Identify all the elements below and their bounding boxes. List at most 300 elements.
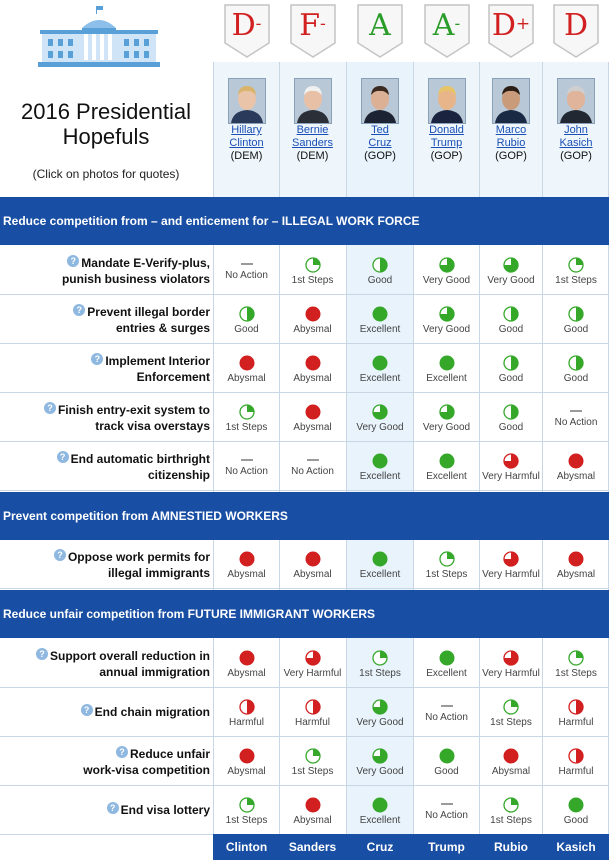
issue-text-1: Support overall reduction in xyxy=(49,649,210,663)
issue-text-1: End automatic birthright xyxy=(70,452,210,466)
rating-cell xyxy=(280,699,345,728)
rating-label: Excellent xyxy=(426,668,467,679)
rating-cell xyxy=(543,797,609,826)
rating-cell xyxy=(414,355,479,384)
rating-label: Abysmal xyxy=(556,471,596,482)
grade-modifier: - xyxy=(454,14,461,34)
grade-badge xyxy=(355,3,405,59)
no-action-dash-icon xyxy=(441,705,453,707)
rating-label: Very Good xyxy=(422,275,471,286)
rating-label: Good xyxy=(563,815,589,826)
row-divider xyxy=(0,441,609,442)
section-title: Prevent competition from AMNESTIED WORKERS xyxy=(3,509,288,523)
issue-line-2: citizenship xyxy=(147,468,210,482)
candidate-party: (GOP) xyxy=(430,150,463,162)
rating-three-quarter-green-icon xyxy=(372,404,388,420)
rating-half-red-icon xyxy=(239,699,255,715)
footer-candidate-name: Trump xyxy=(428,840,465,854)
rating-cell xyxy=(280,306,345,335)
grade-badge xyxy=(486,3,536,59)
candidate-photo-kasich[interactable] xyxy=(557,78,595,124)
rating-label: 1st Steps xyxy=(291,766,334,777)
rating-label: Good xyxy=(367,275,393,286)
candidate-name-kasich xyxy=(543,124,609,163)
issue-line-1 xyxy=(0,353,210,369)
rating-label: 1st Steps xyxy=(359,668,401,679)
rating-half-green-icon xyxy=(372,257,388,273)
rating-cell xyxy=(480,551,542,580)
rating-cell xyxy=(347,453,413,482)
rating-label: Very Good xyxy=(356,422,404,433)
rating-label: Harmful xyxy=(228,717,264,728)
rating-label: Abysmal xyxy=(293,373,332,384)
rating-cell xyxy=(280,551,345,580)
grade-letter-main: A xyxy=(432,8,455,43)
rating-cell xyxy=(214,404,279,433)
rating-cell xyxy=(347,404,413,433)
rating-label: Excellent xyxy=(359,324,401,335)
rating-cell xyxy=(543,699,609,728)
rating-full-red-icon xyxy=(503,748,519,764)
rating-three-quarter-red-icon xyxy=(305,650,321,666)
issue-text-1: Reduce unfair xyxy=(129,747,210,761)
issue-label xyxy=(0,648,210,680)
issue-label xyxy=(0,746,210,778)
rating-label: Very Harmful xyxy=(482,569,540,580)
rating-cell xyxy=(543,551,609,580)
footer-candidate-name: Kasich xyxy=(556,840,596,854)
issue-label xyxy=(0,451,210,483)
rating-label: Abysmal xyxy=(293,569,332,580)
rating-label: No Action xyxy=(225,466,268,477)
grade-letter-main: D xyxy=(231,8,256,43)
section-header xyxy=(0,492,609,540)
section-title: Reduce unfair competition from FUTURE IMMIGRANT WORKERS xyxy=(3,607,375,621)
issue-line-1 xyxy=(0,802,210,818)
rating-label: 1st Steps xyxy=(425,569,468,580)
issue-label xyxy=(0,304,210,336)
rating-three-quarter-green-icon xyxy=(439,306,455,322)
rating-cell xyxy=(480,257,542,286)
rating-cell xyxy=(347,650,413,679)
rating-cell xyxy=(480,748,542,777)
candidate-photo-clinton[interactable] xyxy=(228,78,266,124)
footer-candidate-name: Sanders xyxy=(288,840,337,854)
rating-cell xyxy=(280,797,345,826)
candidate-last-name-link[interactable]: Kasich xyxy=(559,137,593,149)
candidate-photo-trump[interactable] xyxy=(428,78,466,124)
rating-full-green-icon xyxy=(439,355,455,371)
section-header xyxy=(0,590,609,638)
rating-quarter-green-icon xyxy=(568,257,584,273)
rating-half-green-icon xyxy=(568,355,584,371)
row-divider xyxy=(0,588,609,589)
candidate-name-cruz xyxy=(347,124,413,163)
issue-line-2: track visa overstays xyxy=(95,419,210,433)
rating-quarter-green-icon xyxy=(503,797,519,813)
candidate-last-name-link[interactable]: Cruz xyxy=(368,137,392,149)
candidate-party: (GOP) xyxy=(560,150,592,162)
rating-full-red-icon xyxy=(239,551,255,567)
rating-label: 1st Steps xyxy=(555,275,597,286)
rating-label: Very Good xyxy=(422,422,471,433)
rating-half-green-icon xyxy=(503,355,519,371)
rating-half-green-icon xyxy=(568,306,584,322)
portrait-icon xyxy=(493,79,529,123)
rating-cell xyxy=(280,650,345,679)
portrait-icon xyxy=(429,79,465,123)
rating-half-red-icon xyxy=(305,699,321,715)
grade-letter xyxy=(486,9,536,43)
footer-candidate-name: Cruz xyxy=(366,840,394,854)
rating-cell xyxy=(214,699,279,728)
rating-label: Abysmal xyxy=(293,422,332,433)
rating-cell xyxy=(414,453,479,482)
rating-label: No Action xyxy=(291,466,334,477)
rating-cell xyxy=(480,453,542,482)
candidate-name-sanders xyxy=(280,124,345,163)
candidate-party: (GOP) xyxy=(495,150,527,162)
issue-line-1 xyxy=(0,549,210,565)
rating-three-quarter-green-icon xyxy=(372,699,388,715)
rating-cell xyxy=(214,748,279,777)
rating-label: 1st Steps xyxy=(225,422,268,433)
candidate-photo-rubio[interactable] xyxy=(492,78,530,124)
rating-cell xyxy=(414,551,479,580)
rating-cell xyxy=(214,650,279,679)
help-icon[interactable]: ? xyxy=(57,451,69,463)
rating-label: Excellent xyxy=(426,373,467,384)
rating-cell xyxy=(414,257,479,286)
rating-cell xyxy=(214,797,279,826)
grade-letter xyxy=(222,9,272,43)
grade-badge xyxy=(288,3,338,59)
rating-cell xyxy=(543,748,609,777)
rating-three-quarter-red-icon xyxy=(503,453,519,469)
candidate-party: (DEM) xyxy=(296,150,329,162)
candidate-party: (DEM) xyxy=(230,150,263,162)
rating-label: Good xyxy=(563,373,589,384)
rating-half-green-icon xyxy=(239,306,255,322)
issue-line-1 xyxy=(0,746,210,762)
rating-label: Abysmal xyxy=(556,569,596,580)
grade-modifier: - xyxy=(320,14,326,34)
rating-full-red-icon xyxy=(239,355,255,371)
rating-cell xyxy=(543,453,609,482)
rating-three-quarter-green-icon xyxy=(372,748,388,764)
rating-full-green-icon xyxy=(372,453,388,469)
rating-quarter-green-icon xyxy=(239,797,255,813)
rating-half-red-icon xyxy=(568,748,584,764)
rating-label: Very Harmful xyxy=(283,668,342,679)
rating-label: Excellent xyxy=(359,471,401,482)
row-divider xyxy=(0,785,609,786)
rating-cell xyxy=(480,699,542,728)
white-house-icon xyxy=(38,6,160,68)
help-icon[interactable]: ? xyxy=(91,353,103,365)
footer-candidate-name: Clinton xyxy=(225,840,268,854)
candidate-last-name-link[interactable]: Sanders xyxy=(292,137,333,149)
grade-letter xyxy=(422,9,472,43)
row-divider xyxy=(0,343,609,344)
rating-full-green-icon xyxy=(568,797,584,813)
issue-text-1: End chain migration xyxy=(94,705,210,719)
issue-line-1 xyxy=(0,304,210,320)
rating-label: Good xyxy=(498,373,524,384)
rating-cell xyxy=(280,355,345,384)
candidate-name-rubio xyxy=(480,124,542,163)
grade-letter xyxy=(288,9,338,43)
rating-quarter-green-icon xyxy=(568,650,584,666)
rating-label: Excellent xyxy=(426,471,467,482)
rating-full-red-icon xyxy=(305,306,321,322)
issue-line-1 xyxy=(0,704,210,720)
footer-candidate-name: Rubio xyxy=(494,840,528,854)
portrait-icon xyxy=(229,79,265,123)
rating-quarter-green-icon xyxy=(305,748,321,764)
rating-label: 1st Steps xyxy=(225,815,268,826)
rating-label: Good xyxy=(498,422,524,433)
section-header xyxy=(0,197,609,245)
title-line-1: 2016 Presidential xyxy=(20,99,191,124)
rating-half-red-icon xyxy=(568,699,584,715)
issue-text-1: End visa lottery xyxy=(120,803,210,817)
help-icon[interactable]: ? xyxy=(36,648,48,660)
rating-full-green-icon xyxy=(439,650,455,666)
issue-text-1: Oppose work permits for xyxy=(67,550,210,564)
rating-three-quarter-red-icon xyxy=(503,551,519,567)
rating-full-green-icon xyxy=(439,748,455,764)
grade-badge xyxy=(222,3,272,59)
rating-label: Abysmal xyxy=(227,668,266,679)
issue-text-1: Prevent illegal border xyxy=(87,305,210,319)
grade-badge xyxy=(422,3,472,59)
issue-label xyxy=(0,402,210,434)
issue-label xyxy=(0,704,210,720)
rating-label: 1st Steps xyxy=(291,275,334,286)
candidate-first-name-link[interactable]: Donald xyxy=(429,124,464,136)
title-line-2: Hopefuls xyxy=(62,124,150,149)
rating-full-red-icon xyxy=(305,355,321,371)
no-action-dash-icon xyxy=(241,263,253,265)
issue-line-1 xyxy=(0,255,210,271)
candidate-photo-sanders[interactable] xyxy=(294,78,332,124)
rating-cell xyxy=(214,355,279,384)
rating-label: No Action xyxy=(425,810,468,821)
rating-full-green-icon xyxy=(372,551,388,567)
grade-modifier: + xyxy=(515,14,531,34)
row-divider xyxy=(0,294,609,295)
candidate-first-name-link[interactable]: Marco xyxy=(495,124,527,136)
issue-line-1 xyxy=(0,648,210,664)
rating-three-quarter-green-icon xyxy=(439,257,455,273)
no-action-dash-icon xyxy=(441,803,453,805)
rating-cell xyxy=(347,699,413,728)
rating-full-green-icon xyxy=(372,306,388,322)
rating-cell xyxy=(347,355,413,384)
grade-letter-main: F xyxy=(299,8,321,43)
rating-label: Abysmal xyxy=(491,766,531,777)
rating-label: Abysmal xyxy=(293,815,332,826)
row-divider xyxy=(0,736,609,737)
candidate-name-trump xyxy=(414,124,479,163)
rating-cell xyxy=(543,257,609,286)
rating-label: Good xyxy=(563,324,589,335)
rating-label: Abysmal xyxy=(227,569,266,580)
rating-quarter-green-icon xyxy=(239,404,255,420)
rating-full-green-icon xyxy=(372,355,388,371)
rating-quarter-green-icon xyxy=(503,699,519,715)
candidate-first-name-link[interactable]: Bernie xyxy=(296,124,329,136)
rating-cell xyxy=(480,404,542,433)
help-icon[interactable]: ? xyxy=(67,255,79,267)
issue-label xyxy=(0,255,210,287)
rating-cell xyxy=(214,306,279,335)
rating-label: 1st Steps xyxy=(490,717,532,728)
candidate-name-clinton xyxy=(214,124,279,163)
rating-cell xyxy=(480,650,542,679)
rating-cell xyxy=(414,306,479,335)
rating-label: Abysmal xyxy=(227,766,266,777)
rating-cell xyxy=(543,355,609,384)
help-icon[interactable]: ? xyxy=(73,304,85,316)
rating-cell xyxy=(414,404,479,433)
rating-label: Very Good xyxy=(356,766,404,777)
grade-badge xyxy=(551,3,601,59)
rating-quarter-green-icon xyxy=(439,551,455,567)
rating-cell xyxy=(280,404,345,433)
rating-label: Good xyxy=(234,324,259,335)
help-icon[interactable]: ? xyxy=(54,549,66,561)
rating-cell xyxy=(347,257,413,286)
rating-three-quarter-red-icon xyxy=(503,650,519,666)
rating-cell xyxy=(280,748,345,777)
help-icon[interactable]: ? xyxy=(44,402,56,414)
issue-line-2: annual immigration xyxy=(99,665,210,679)
grade-letter xyxy=(551,9,601,43)
rating-label: Harmful xyxy=(558,766,594,777)
rating-full-red-icon xyxy=(305,551,321,567)
rating-cell xyxy=(214,551,279,580)
issue-line-1 xyxy=(0,451,210,467)
candidate-first-name-link[interactable]: John xyxy=(564,124,588,136)
issue-line-2: Enforcement xyxy=(136,370,210,384)
issue-text-1: Finish entry-exit system to xyxy=(57,403,210,417)
rating-label: Harmful xyxy=(558,717,594,728)
issue-label xyxy=(0,549,210,581)
grade-modifier: - xyxy=(255,14,262,34)
portrait-icon xyxy=(558,79,594,123)
rating-full-red-icon xyxy=(305,797,321,813)
rating-label: Very Good xyxy=(356,717,404,728)
issue-line-2: punish business violators xyxy=(61,272,210,286)
grade-letter-main: D xyxy=(563,8,589,43)
candidate-last-name-link[interactable]: Clinton xyxy=(229,137,264,149)
rating-label: 1st Steps xyxy=(555,668,597,679)
page-title xyxy=(0,99,212,149)
row-divider xyxy=(0,490,609,491)
click-photos-note: (Click on photos for quotes) xyxy=(32,167,180,181)
issue-line-2: illegal immigrants xyxy=(107,566,210,580)
help-icon[interactable]: ? xyxy=(107,802,119,814)
issue-label xyxy=(0,353,210,385)
rating-cell xyxy=(214,453,279,477)
issue-line-2: entries & surges xyxy=(115,321,210,335)
help-icon[interactable]: ? xyxy=(116,746,128,758)
rating-cell xyxy=(543,650,609,679)
rating-three-quarter-green-icon xyxy=(503,257,519,273)
rating-label: Very Good xyxy=(422,324,471,335)
rating-three-quarter-green-icon xyxy=(439,404,455,420)
rating-full-red-icon xyxy=(239,748,255,764)
candidate-last-name-link[interactable]: Trump xyxy=(430,137,463,149)
grade-letter-main: D xyxy=(491,8,516,43)
rating-cell xyxy=(480,355,542,384)
rating-quarter-green-icon xyxy=(372,650,388,666)
rating-label: Good xyxy=(434,766,459,777)
portrait-icon xyxy=(295,79,331,123)
no-action-dash-icon xyxy=(307,459,319,461)
rating-half-green-icon xyxy=(503,404,519,420)
issue-line-2: work-visa competition xyxy=(83,763,210,777)
rating-full-red-icon xyxy=(568,453,584,469)
rating-cell xyxy=(414,699,479,723)
rating-cell xyxy=(414,650,479,679)
rating-cell xyxy=(480,306,542,335)
issue-label xyxy=(0,802,210,818)
rating-cell xyxy=(543,306,609,335)
rating-label: Very Good xyxy=(487,275,535,286)
issue-text-1: Implement Interior xyxy=(105,354,210,368)
rating-label: No Action xyxy=(225,270,268,281)
row-divider xyxy=(0,687,609,688)
rating-cell xyxy=(414,748,479,777)
issue-line-1 xyxy=(0,402,210,418)
rating-quarter-green-icon xyxy=(305,257,321,273)
no-action-dash-icon xyxy=(241,459,253,461)
row-divider xyxy=(0,392,609,393)
grade-letter-main: A xyxy=(369,8,391,43)
rating-label: Excellent xyxy=(359,569,401,580)
section-title: Reduce competition from – and enticement for – ILLEGAL WORK FORCE xyxy=(3,214,420,228)
candidate-photo-cruz[interactable] xyxy=(361,78,399,124)
rating-label: 1st Steps xyxy=(490,815,532,826)
rating-label: No Action xyxy=(425,712,468,723)
portrait-icon xyxy=(362,79,398,123)
candidate-first-name-link[interactable]: Hillary xyxy=(231,124,262,136)
rating-label: Abysmal xyxy=(293,324,332,335)
candidate-first-name-link[interactable]: Ted xyxy=(371,124,389,136)
rating-cell xyxy=(347,797,413,826)
candidate-last-name-link[interactable]: Rubio xyxy=(496,137,526,149)
grade-letter xyxy=(355,9,405,43)
candidate-party: (GOP) xyxy=(364,150,396,162)
rating-full-green-icon xyxy=(372,797,388,813)
rating-full-red-icon xyxy=(239,650,255,666)
help-icon[interactable]: ? xyxy=(81,704,93,716)
rating-cell xyxy=(543,404,609,428)
rating-label: Abysmal xyxy=(227,373,266,384)
rating-cell xyxy=(347,551,413,580)
rating-half-green-icon xyxy=(503,306,519,322)
no-action-dash-icon xyxy=(570,410,582,412)
rating-full-green-icon xyxy=(439,453,455,469)
rating-label: Very Harmful xyxy=(482,471,540,482)
rating-label: Excellent xyxy=(359,373,401,384)
rating-cell xyxy=(214,257,279,281)
rating-cell xyxy=(280,453,345,477)
rating-cell xyxy=(414,797,479,821)
